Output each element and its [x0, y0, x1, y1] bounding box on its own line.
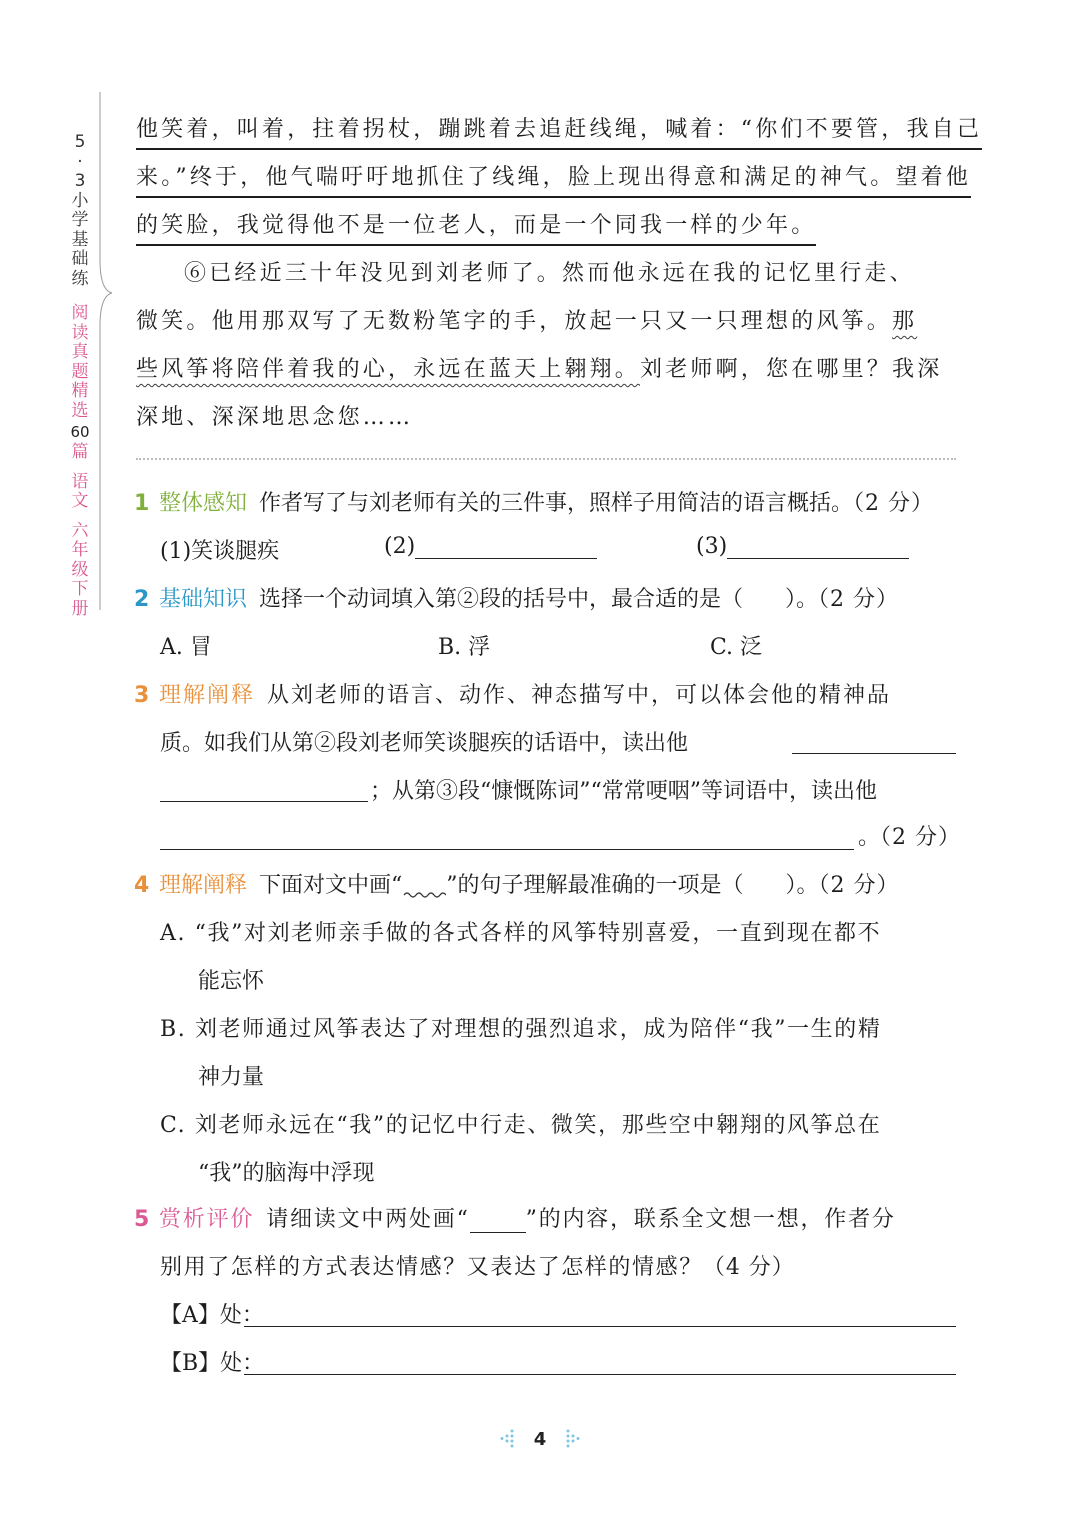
paragraph-text: ⑥已经近三十年没见到刘老师了。然而他永远在我的记忆里行走、 [184, 261, 915, 286]
q2-option-b[interactable] [438, 630, 490, 661]
paragraph-text: 深地、深深地思念您…… [136, 405, 414, 430]
item-label: (2) [384, 534, 416, 559]
series-title [62, 133, 98, 289]
book-title [62, 304, 98, 619]
answer-line-a[interactable] [244, 1326, 956, 1327]
passage-line [184, 258, 915, 290]
wavy-underlined-sentence: 那 [892, 309, 918, 334]
question-stem: 下面对文中画“ [259, 873, 403, 898]
book-count-unit: 篇 [71, 442, 89, 462]
book-char: 读 [71, 322, 89, 343]
item-label: (3) [696, 534, 728, 559]
q5-answer-a-label [160, 1298, 264, 1329]
answer-line-b[interactable] [244, 1374, 956, 1375]
option-text: C. 泛 [710, 635, 763, 660]
book-char: 阅 [71, 303, 89, 323]
series-char: · [77, 151, 83, 172]
series-char: 练 [71, 268, 89, 289]
question-type: 基础知识 [159, 587, 248, 612]
wavy-line-sample [402, 875, 446, 899]
series-char: 3 [74, 171, 86, 191]
question-stem: 。 [858, 825, 881, 850]
q4-option-c-cont [198, 1156, 375, 1187]
q4-option-b-cont [198, 1060, 264, 1091]
q2-option-a[interactable] [160, 630, 212, 661]
series-char: 基 [71, 229, 89, 250]
question-type: 理解阐释 [159, 683, 256, 708]
paragraph-text: 微笑。他用那双写了无数粉笔字的手，放起一只又一只理想的风筝。 [136, 309, 893, 334]
q4-option-a[interactable] [160, 916, 881, 947]
q1-item-3 [696, 534, 909, 559]
underlined-sentence: 的笑脸，我觉得他不是一位老人，而是一个同我一样的少年。 [136, 213, 816, 246]
answer-label: 【A】处： [160, 1303, 264, 1328]
paragraph-text: 刘老师啊，您在哪里？我深 [640, 357, 943, 382]
question-2 [134, 582, 958, 613]
series-char: 小 [71, 190, 89, 211]
question-stem: ”的句子理解最准确的一项是（ [446, 873, 744, 898]
answer-blank[interactable] [160, 801, 368, 802]
option-text: 神力量 [198, 1065, 265, 1090]
subject-char: 语 [71, 471, 89, 492]
question-type: 整体感知 [159, 491, 248, 516]
book-count: 60 [70, 423, 90, 441]
question-type: 理解阐释 [159, 873, 248, 898]
question-5 [134, 1202, 958, 1233]
page-footer [0, 1428, 1080, 1450]
option-text: C. 刘老师永远在“我”的记忆中行走、微笑，那些空中翱翔的风筝总在 [160, 1113, 882, 1138]
question-score: （2 分） [880, 825, 962, 850]
answer-blank[interactable] [160, 849, 854, 850]
q3-line-4 [858, 820, 961, 851]
question-4 [134, 868, 958, 899]
answer-blank[interactable] [792, 753, 956, 754]
underlined-sentence: 来。”终于，他气喘吁吁地抓住了线绳，脸上现出得意和满足的神气。望着他 [136, 165, 971, 198]
question-stem: 从刘老师的语言、动作、神态描写中，可以体会他的精神品 [267, 683, 892, 708]
question-stem: 请细读文中两处画“ [266, 1207, 470, 1232]
q3-line-3 [370, 774, 877, 805]
grade-char: 六 [71, 520, 89, 541]
question-stem: 别用了怎样的方式表达情感？又表达了怎样的情感？ [160, 1255, 703, 1280]
section-divider [136, 458, 956, 460]
question-stem: ；从第③段“慷慨陈词”“常常哽咽”等词语中，读出他 [370, 779, 877, 804]
answer-label: 【B】处： [160, 1351, 265, 1376]
q4-option-c[interactable] [160, 1108, 881, 1139]
series-char: 学 [71, 210, 89, 230]
question-number: 1 [134, 491, 150, 516]
passage-line [136, 354, 942, 386]
answer-blank[interactable] [415, 534, 597, 559]
q2-option-c[interactable] [710, 630, 762, 661]
question-score: （2 分） [818, 587, 900, 612]
option-text: A. 冒 [160, 635, 212, 660]
example-answer: (1)笑谈腿疾 [160, 539, 280, 564]
q1-item-2 [384, 534, 597, 559]
question-type: 赏析评价 [159, 1207, 255, 1232]
sidebar-bracket [98, 90, 118, 610]
q5-answer-b-label [160, 1346, 264, 1377]
passage-line [136, 162, 971, 194]
passage-line [136, 114, 982, 146]
book-char: 真 [71, 342, 89, 362]
book-char: 精 [71, 381, 89, 401]
question-number: 2 [134, 587, 150, 612]
passage-line [136, 402, 413, 434]
q4-option-a-cont [198, 964, 264, 995]
underline-sample [470, 1208, 526, 1233]
passage-line [136, 306, 917, 338]
series-char: 5 [74, 132, 86, 152]
dot-ornament-left-icon [499, 1428, 515, 1450]
dot-ornament-right-icon [565, 1428, 581, 1450]
question-stem: ”的内容，联系全文想一想，作者分 [525, 1207, 896, 1232]
page-number: 4 [533, 1428, 547, 1450]
underlined-sentence: 他笑着，叫着，拄着拐杖，蹦跳着去追赶线绳，喊着：“你们不要管，我自己 [136, 117, 982, 150]
question-stem: ）。 [785, 873, 819, 898]
question-1 [134, 486, 958, 517]
grade-char: 册 [71, 598, 89, 619]
q4-option-b[interactable] [160, 1012, 881, 1043]
question-stem: 质。如我们从第②段刘老师笑谈腿疾的话语中，读出他 [160, 731, 689, 756]
grade-char: 级 [71, 559, 89, 580]
option-text: “我”的脑海中浮现 [198, 1161, 375, 1186]
question-stem: 作者写了与刘老师有关的三件事，照样子用简洁的语言概括。 [259, 491, 854, 516]
book-char: 题 [71, 361, 89, 382]
q3-line-2 [160, 726, 688, 757]
passage-line [136, 210, 816, 242]
option-text: A. “我”对刘老师亲手做的各式各样的风筝特别喜爱，一直到现在都不 [160, 921, 882, 946]
question-stem: ）。 [785, 587, 819, 612]
option-text: B. 刘老师通过风筝表达了对理想的强烈追求，成为陪伴“我”一生的精 [160, 1017, 882, 1042]
q1-item-1 [160, 534, 279, 565]
grade-char: 下 [71, 579, 89, 599]
answer-blank[interactable] [727, 534, 909, 559]
question-stem: 选择一个动词填入第②段的括号中，最合适的是（ [259, 587, 744, 612]
question-3 [134, 678, 958, 709]
book-char: 选 [71, 400, 89, 421]
q5-line-2 [160, 1250, 795, 1281]
wavy-underlined-sentence: 些风筝将陪伴着我的心，永远在蓝天上翱翔。 [136, 357, 641, 382]
grade-char: 年 [71, 540, 89, 560]
question-score: （4 分） [702, 1255, 795, 1280]
question-number: 3 [134, 683, 152, 708]
question-score: （2 分） [853, 491, 935, 516]
question-number: 5 [134, 1207, 152, 1232]
subject-char: 文 [71, 491, 89, 511]
option-text: B. 浮 [438, 635, 491, 660]
question-score: （2 分） [818, 873, 900, 898]
question-number: 4 [134, 873, 150, 898]
series-char: 础 [71, 249, 89, 269]
option-text: 能忘怀 [198, 969, 265, 994]
